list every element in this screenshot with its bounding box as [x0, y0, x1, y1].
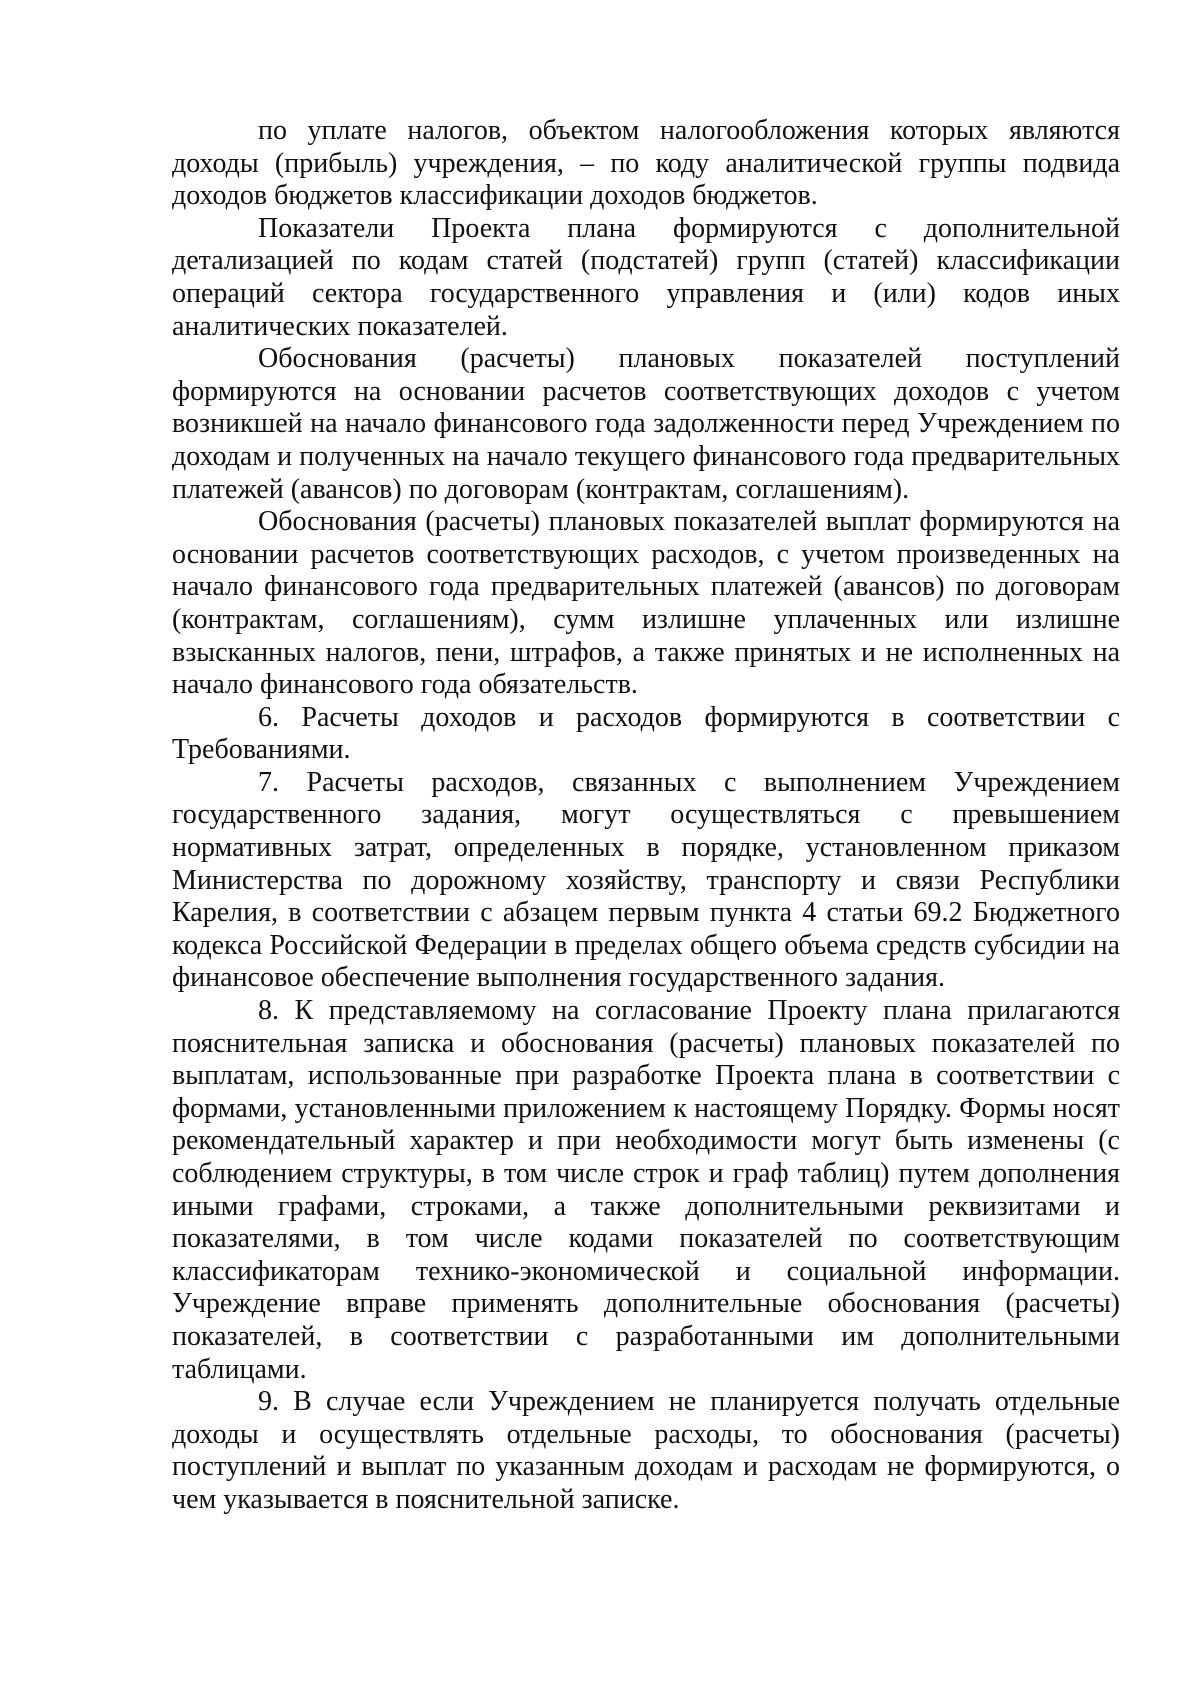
document-page	[172, 115, 1120, 1517]
paragraph-item-7: 7. Расчеты расходов, связанных с выполнением Учреждением государственного задания, могут осуществляться с превышением нормативных затрат, определенных в порядке, установленном приказом Министерства по дорожному хозяйству, транспорту и связи Республики Карелия, в соответствии с абзацем первым пункта 4 статьи 69.2 Бюджетного кодекса Российской Федерации в пределах общего объема средств субсидии на финансовое обеспечение выполнения государственного задания.	[172, 766, 1120, 994]
paragraph-item-6: 6. Расчеты доходов и расходов формируются в соответствии с Требованиями.	[172, 701, 1120, 766]
paragraph-tax-payment-continuation: по уплате налогов, объектом налогообложения которых являются доходы (прибыль) учреждения, – по коду аналитической группы подвида доходов бюджетов классификации доходов бюджетов.	[172, 115, 1120, 212]
paragraph-indicators-detailing: Показатели Проекта плана формируются с дополнительной детализацией по кодам статей (подстатей) групп (статей) классификации операций сектора государственного управления и (или) кодов иных аналитических показателей.	[172, 212, 1120, 342]
paragraph-item-8: 8. К представляемому на согласование Проекту плана прилагаются пояснительная записка и обоснования (расчеты) плановых показателей по выплатам, использованные при разработке Проекта плана в соответствии с формами, установленными приложением к настоящему Порядку. Формы носят рекомендательный характер и при необходимости могут быть изменены (с соблюдением структуры, в том числе строк и граф таблиц) путем дополнения иными графами, строками, а также дополнительными реквизитами и показателями, в том числе кодами показателей по соответствующим классификаторам технико-экономической и социальной информации. Учреждение вправе применять дополнительные обоснования (расчеты) показателей, в соответствии с разработанными им дополнительными таблицами.	[172, 995, 1120, 1385]
paragraph-payments-justification: Обоснования (расчеты) плановых показателей выплат формируются на основании расчетов соответствующих расходов, с учетом произведенных на начало финансового года предварительных платежей (авансов) по договорам (контрактам, соглашениям), сумм излишне уплаченных или излишне взысканных налогов, пени, штрафов, а также принятых и не исполненных на начало финансового года обязательств.	[172, 506, 1120, 701]
paragraph-item-9: 9. В случае если Учреждением не планируется получать отдельные доходы и осуществлять отдельные расходы, то обоснования (расчеты) поступлений и выплат по указанным доходам и расходам не формируются, о чем указывается в пояснительной записке.	[172, 1386, 1120, 1515]
paragraph-receipts-justification: Обоснования (расчеты) плановых показателей поступлений формируются на основании расчетов соответствующих доходов с учетом возникшей на начало финансового года задолженности перед Учреждением по доходам и полученных на начало текущего финансового года предварительных платежей (авансов) по договорам (контрактам, соглашениям).	[172, 343, 1120, 505]
